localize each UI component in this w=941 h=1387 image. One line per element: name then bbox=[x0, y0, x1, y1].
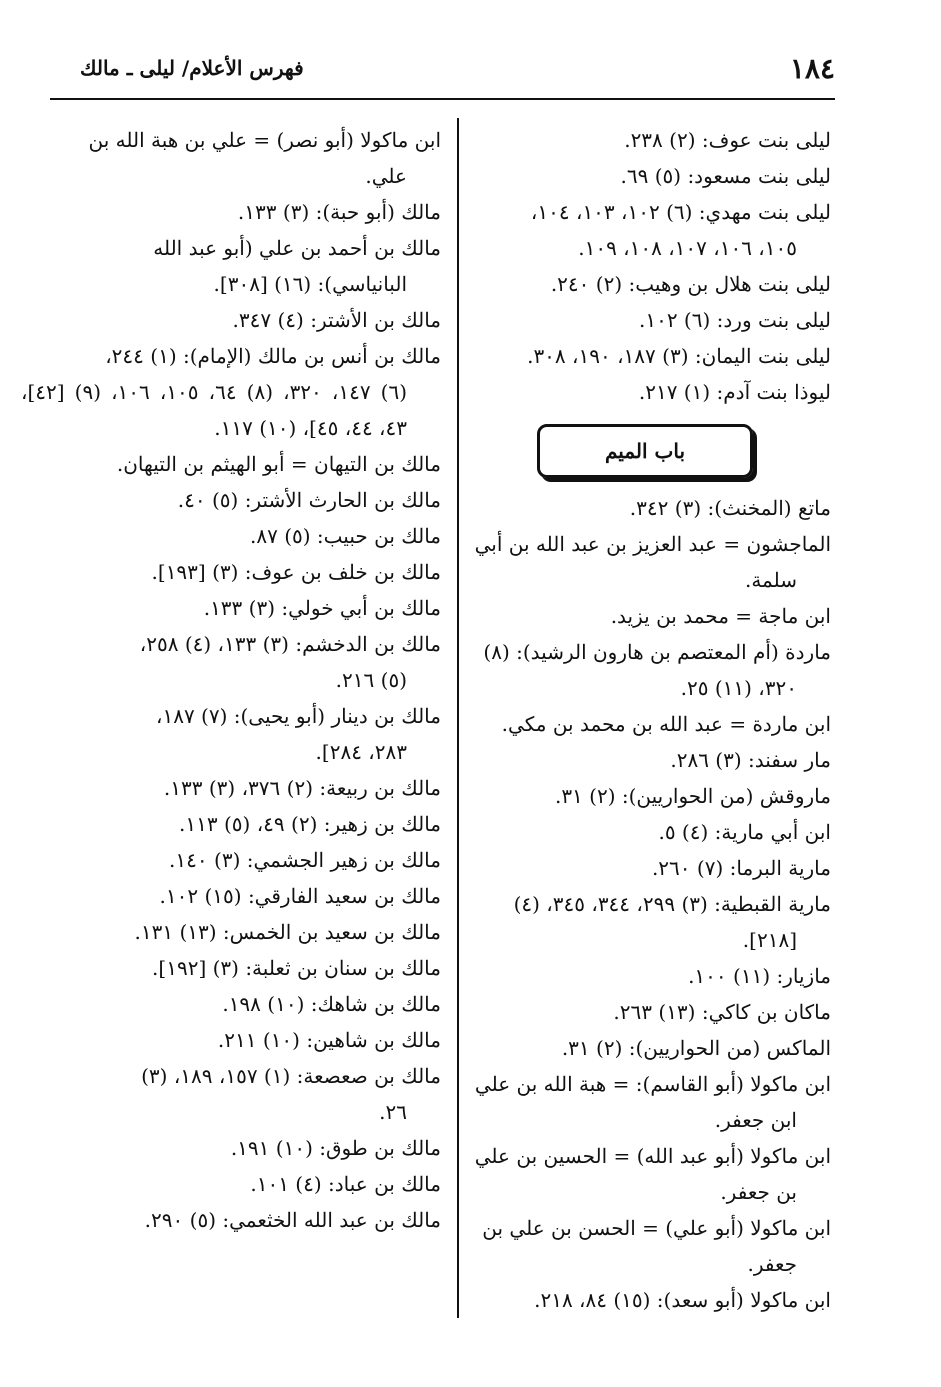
entry-text: الماجشون = عبد العزيز بن عبد الله بن أبي bbox=[474, 532, 831, 556]
index-entry bbox=[459, 526, 831, 598]
entry-continuation: (٦) ١٤٧، ٣٢٠، (٨) ٦٤، ١٠٥، ١٠٦، (٩) [٤٢]، ٤٣، ٤٤، ٤٥]، (١٠) ١١٧. bbox=[21, 380, 408, 440]
index-entry bbox=[21, 1058, 441, 1130]
index-entry bbox=[21, 698, 441, 770]
entry-text: ابن ماجة = محمد بن يزيد. bbox=[610, 604, 831, 628]
entry-text: الماكس (من الحواريين): (٢) ٣١. bbox=[561, 1036, 831, 1060]
index-entry bbox=[21, 518, 441, 554]
index-entry bbox=[21, 554, 441, 590]
entry-text: ليلى بنت مهدي: (٦) ١٠٢، ١٠٣، ١٠٤، bbox=[530, 200, 831, 224]
entry-continuation: بن جعفر. bbox=[720, 1180, 797, 1204]
index-entry bbox=[21, 950, 441, 986]
index-entry bbox=[21, 806, 441, 842]
index-entry bbox=[21, 338, 441, 446]
section-heading: باب الميم bbox=[605, 439, 686, 463]
index-entry bbox=[459, 266, 831, 302]
entry-text: ليلى بنت ورد: (٦) ١٠٢. bbox=[638, 308, 831, 332]
entry-text: ليلى بنت مسعود: (٥) ٦٩. bbox=[620, 164, 831, 188]
index-entry bbox=[21, 446, 441, 482]
index-entry bbox=[459, 958, 831, 994]
entry-text: مالك بن عبد الله الخثعمي: (٥) ٢٩٠. bbox=[144, 1208, 441, 1232]
running-title: فهرس الأعلام/ ليلى ـ مالك bbox=[80, 56, 304, 80]
index-entry bbox=[21, 626, 441, 698]
index-entry bbox=[21, 302, 441, 338]
entry-text: مالك بن سعيد الفارقي: (١٥) ١٠٢. bbox=[159, 884, 441, 908]
entry-text: مالك بن عباد: (٤) ١٠١. bbox=[250, 1172, 441, 1196]
entry-text: مالك بن ربيعة: (٢) ٣٧٦، (٣) ١٣٣. bbox=[163, 776, 441, 800]
entry-text: ابن ماكولا (أبو علي) = الحسن بن علي بن bbox=[482, 1216, 831, 1240]
entry-text: مالك بن طوق: (١٠) ١٩١. bbox=[230, 1136, 441, 1160]
index-entry bbox=[459, 814, 831, 850]
left-entries bbox=[21, 122, 441, 1238]
index-entry bbox=[21, 1202, 441, 1238]
entry-text: ابن أبي مارية: (٤) ٥. bbox=[658, 820, 831, 844]
entry-text: مارية القبطية: (٣) ٢٩٩، ٣٤٤، ٣٤٥، (٤) bbox=[513, 892, 831, 916]
index-entry bbox=[459, 1282, 831, 1318]
section-heading-box bbox=[537, 424, 753, 478]
index-entry bbox=[459, 850, 831, 886]
entry-text: ابن ماردة = عبد الله بن محمد بن مكي. bbox=[501, 712, 831, 736]
entry-text: مار سفند: (٣) ٢٨٦. bbox=[670, 748, 831, 772]
entry-text: مالك بن شاهين: (١٠) ٢١١. bbox=[217, 1028, 441, 1052]
index-entry bbox=[459, 122, 831, 158]
entry-text: مارية البرما: (٧) ٢٦٠. bbox=[651, 856, 831, 880]
entry-text: ليلى بنت عوف: (٢) ٢٣٨. bbox=[624, 128, 831, 152]
index-entry bbox=[21, 986, 441, 1022]
entry-text: مالك بن زهير: (٢) ٤٩، (٥) ١١٣. bbox=[179, 812, 441, 836]
entry-text: ابن ماكولا (أبو سعد): (١٥) ٨٤، ٢١٨. bbox=[534, 1288, 831, 1312]
entry-continuation: ٢٦. bbox=[379, 1100, 407, 1124]
index-entry bbox=[21, 482, 441, 518]
index-entry bbox=[459, 374, 831, 410]
entry-continuation: البانياسي): (١٦) [٣٠٨]. bbox=[213, 272, 407, 296]
index-entry bbox=[21, 1166, 441, 1202]
index-entry bbox=[459, 194, 831, 266]
index-entry bbox=[21, 1130, 441, 1166]
entry-text: ليلى بنت اليمان: (٣) ١٨٧، ١٩٠، ٣٠٨. bbox=[527, 344, 831, 368]
entry-text: مالك بن حبيب: (٥) ٨٧. bbox=[250, 524, 441, 548]
entry-text: مالك بن الدخشم: (٣) ١٣٣، (٤) ٢٥٨، bbox=[139, 632, 441, 656]
index-entry bbox=[21, 770, 441, 806]
index-entry bbox=[459, 886, 831, 958]
entry-continuation: جعفر. bbox=[747, 1252, 797, 1276]
entry-continuation: علي. bbox=[365, 164, 407, 188]
index-entry bbox=[459, 994, 831, 1030]
entry-continuation: (٥) ٢١٦. bbox=[335, 668, 407, 692]
left-column bbox=[21, 122, 441, 1238]
index-entry bbox=[21, 590, 441, 626]
entry-text: مالك بن الأشتر: (٤) ٣٤٧. bbox=[232, 308, 441, 332]
index-entry bbox=[21, 122, 441, 194]
entry-text: ابن ماكولا (أبو القاسم): = هبة الله بن علي bbox=[474, 1072, 831, 1096]
entry-text: مالك بن زهير الجشمي: (٣) ١٤٠. bbox=[169, 848, 441, 872]
index-entry bbox=[459, 338, 831, 374]
entry-text: مالك بن شاهك: (١٠) ١٩٨. bbox=[222, 992, 441, 1016]
entry-text: مازيار: (١١) ١٠٠. bbox=[688, 964, 831, 988]
page-header bbox=[50, 50, 835, 100]
entries-before-section bbox=[459, 122, 831, 410]
entry-text: مالك بن دينار (أبو يحيى): (٧) ١٨٧، bbox=[155, 704, 441, 728]
index-entry bbox=[459, 1210, 831, 1282]
entry-continuation: ١٠٥، ١٠٦، ١٠٧، ١٠٨، ١٠٩. bbox=[578, 236, 797, 260]
index-entry bbox=[21, 194, 441, 230]
entry-text: مالك بن سعيد بن الخمس: (١٣) ١٣١. bbox=[134, 920, 441, 944]
index-entry bbox=[459, 490, 831, 526]
entry-text: مالك بن سنان بن ثعلبة: (٣) [١٩٢]. bbox=[152, 956, 441, 980]
entry-continuation: سلمة. bbox=[744, 568, 797, 592]
entry-text: ابن ماكولا (أبو عبد الله) = الحسين بن علي bbox=[474, 1144, 831, 1168]
entry-text: مالك بن التيهان = أبو الهيثم بن التيهان. bbox=[116, 452, 441, 476]
entry-text: ماردة (أم المعتصم بن هارون الرشيد): (٨) bbox=[483, 640, 831, 664]
page-number: ١٨٤ bbox=[789, 52, 835, 85]
entry-text: مالك بن الحارث الأشتر: (٥) ٤٠. bbox=[177, 488, 441, 512]
index-entry bbox=[459, 1138, 831, 1210]
entry-text: مالك بن صعصعة: (١) ١٥٧، ١٨٩، (٣) bbox=[141, 1064, 441, 1088]
index-entry bbox=[459, 1066, 831, 1138]
index-entry bbox=[459, 634, 831, 706]
entries-after-section bbox=[459, 490, 831, 1318]
entry-text: ليلى بنت هلال بن وهيب: (٢) ٢٤٠. bbox=[550, 272, 831, 296]
entry-text: ابن ماكولا (أبو نصر) = علي بن هبة الله بن bbox=[88, 128, 441, 152]
index-entry bbox=[459, 302, 831, 338]
index-entry bbox=[459, 778, 831, 814]
entry-text: ليوذا بنت آدم: (١) ٢١٧. bbox=[638, 380, 831, 404]
index-entry bbox=[21, 1022, 441, 1058]
entry-continuation: [٢١٨]. bbox=[742, 928, 797, 952]
entry-text: ماكان بن كاكي: (١٣) ٢٦٣. bbox=[613, 1000, 831, 1024]
entry-text: مالك بن أبي خولي: (٣) ١٣٣. bbox=[203, 596, 441, 620]
index-entry bbox=[459, 158, 831, 194]
entry-text: مالك (أبو حبة): (٣) ١٣٣. bbox=[237, 200, 441, 224]
entry-continuation: ٢٨٣، ٢٨٤]. bbox=[315, 740, 407, 764]
entry-text: مالك بن أحمد بن علي (أبو عبد الله bbox=[153, 236, 441, 260]
index-entry bbox=[459, 706, 831, 742]
entry-continuation: ابن جعفر. bbox=[714, 1108, 797, 1132]
entry-text: مالك بن أنس بن مالك (الإمام): (١) ٢٤٤، bbox=[105, 344, 441, 368]
entry-text: مالك بن خلف بن عوف: (٣) [١٩٣]. bbox=[151, 560, 441, 584]
index-entry bbox=[459, 598, 831, 634]
index-entry bbox=[21, 914, 441, 950]
right-column bbox=[459, 122, 831, 1318]
index-entry bbox=[459, 1030, 831, 1066]
entry-continuation: ٣٢٠، (١١) ٢٥. bbox=[680, 676, 797, 700]
index-entry bbox=[21, 878, 441, 914]
index-entry bbox=[459, 742, 831, 778]
index-entry bbox=[21, 842, 441, 878]
entry-text: ماتع (المخنث): (٣) ٣٤٢. bbox=[629, 496, 831, 520]
index-entry bbox=[21, 230, 441, 302]
entry-text: ماروقش (من الحواريين): (٢) ٣١. bbox=[554, 784, 831, 808]
